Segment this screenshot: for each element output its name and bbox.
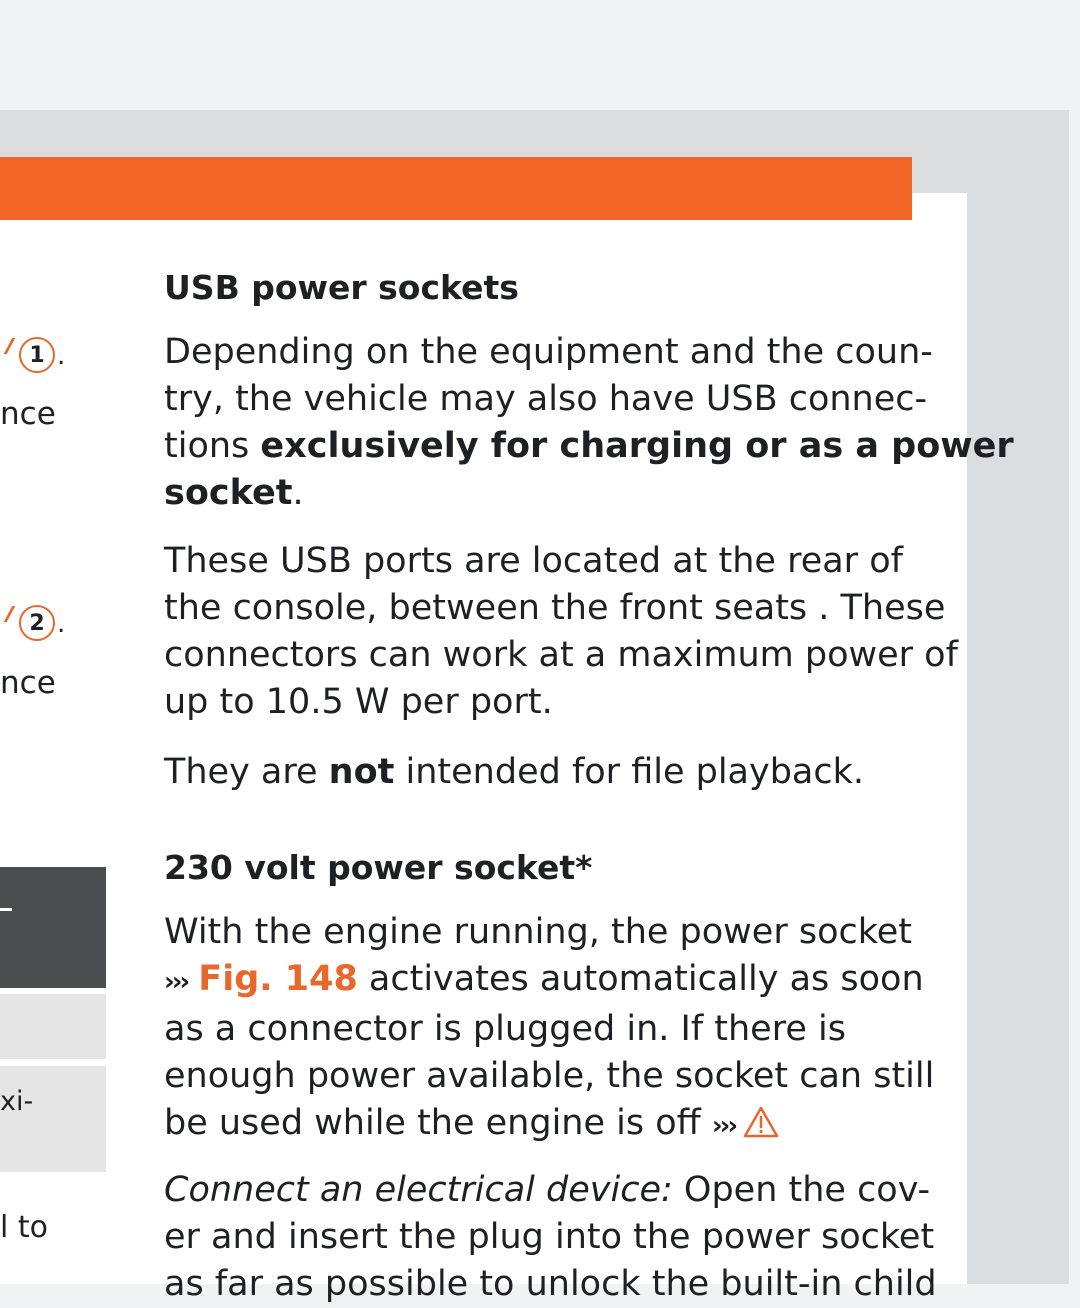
text-line: try, the vehicle may also have USB connec- [164,379,928,419]
table-cell-fragment: xi- [0,1086,34,1117]
text-line [164,1100,924,1151]
callout-period-2: . [57,609,66,639]
text-run: tions [164,426,261,466]
text-run: be used while the engine is off [164,1103,712,1143]
table-row-cell [0,1066,106,1172]
text-line [164,956,924,1006]
text-line: the console, between the front seats . These [164,588,946,628]
emphasis-text: socket [164,473,293,513]
left-text-fragment-3: l to [0,1210,48,1245]
text-line: connectors can work at a maximum power of [164,635,958,675]
volt-paragraph-1 [164,909,935,1151]
text-line: These USB ports are located at the rear of [164,541,903,581]
text-line: er and insert the plug into the power socket [164,1217,935,1257]
table-header-cell [0,867,106,988]
callout-period-1: . [57,341,66,371]
text-line: enough power available, the socket can still [164,1056,935,1096]
italic-lead: Connect an electrical device: [164,1170,673,1210]
text-line: as far as possible to unlock the built-in child [164,1264,937,1304]
section-heading-usb: USB power sockets [164,268,519,307]
text-line [164,1167,931,1214]
left-text-fragment-1: nce [0,396,56,432]
callout-circle-icon [19,605,55,641]
emphasis-text: exclusively for charging or as a power [260,426,1014,466]
warning-triangle-icon[interactable] [743,1104,779,1151]
usb-paragraph-3 [164,749,924,796]
text-line: as a connector is plugged in. If there is [164,1009,846,1049]
left-text-fragment-2: nce [0,665,56,701]
cross-reference-arrows: ››› [711,1111,736,1141]
emphasis-text: not [328,752,395,792]
table-header-dash [0,908,12,911]
text-line: With the engine running, the power socket [164,912,913,952]
text-run: Open the cov- [672,1170,931,1210]
text-run: . [292,473,304,513]
text-run: activates automatically as soon [357,959,924,999]
text-line [164,749,924,796]
table-row-cell [0,994,106,1059]
text-line [164,470,924,517]
text-run: intended for file playback. [394,752,865,792]
callout-number-2: 2 [29,610,45,636]
text-line: Depending on the equipment and the coun- [164,332,933,372]
text-line [164,423,1014,470]
section-heading-230v: 230 volt power socket* [164,848,593,887]
usb-paragraph-1 [164,329,1014,517]
callout-circle-icon [19,337,55,373]
usb-paragraph-2 [164,538,958,726]
text-run: They are [164,752,329,792]
cross-reference-arrows: ››› [164,967,188,997]
chapter-header-bar [0,157,912,220]
volt-paragraph-2 [164,1167,937,1308]
figure-link[interactable]: Fig. 148 [198,959,358,999]
text-line: up to 10.5 W per port. [164,682,553,722]
callout-number-1: 1 [29,342,45,368]
